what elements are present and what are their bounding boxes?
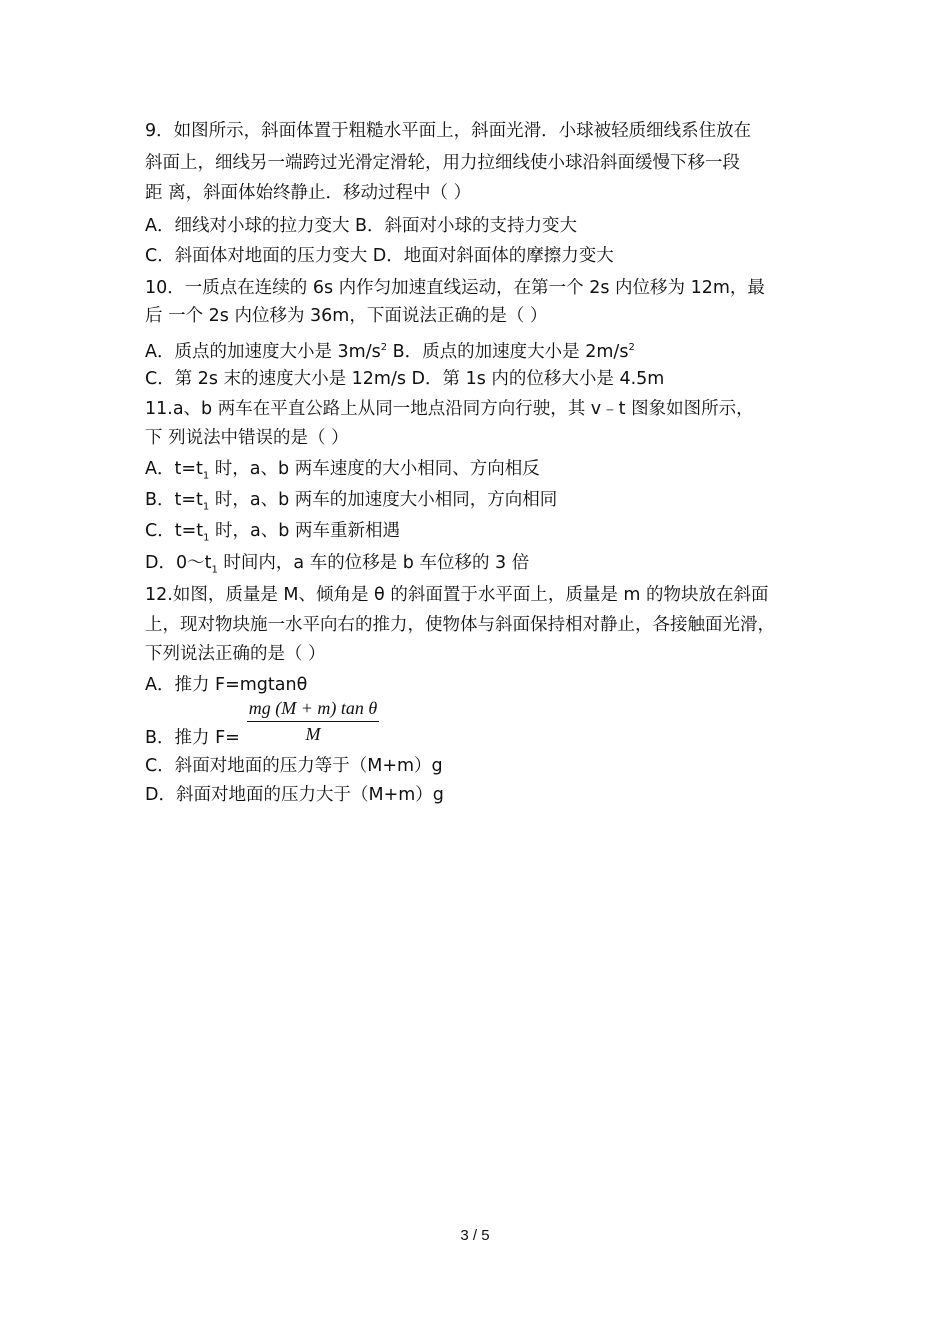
- option-b-text: 时，a、b 两车的加速度大小相同，方向相同: [209, 490, 558, 510]
- fraction-denominator: M: [305, 724, 321, 744]
- question-11-option-b: [145, 489, 557, 519]
- option-c-subscript: 1: [203, 532, 210, 544]
- option-d-text: 时间内，a 车的位移是 b 车位移的 3 倍: [217, 553, 530, 573]
- question-10-options-ab: [145, 337, 635, 363]
- option-a-exponent: 2: [380, 342, 388, 353]
- option-a-text: 时，a、b 两车速度的大小相同、方向相反: [209, 459, 540, 479]
- option-a-subscript: 1: [202, 470, 210, 482]
- question-12-line-3: 下列说法正确的是（ ）: [145, 644, 326, 664]
- question-10-options-cd: C．第 2s 末的速度大小是 12m/s D．第 1s 内的位移大小是 4.5m: [145, 369, 665, 389]
- option-a-prefix: A．t=t: [145, 459, 203, 479]
- question-12-option-c: C．斜面对地面的压力等于（M+m）g: [145, 756, 443, 776]
- question-11-line-2: 下 列说法中错误的是（ ）: [145, 428, 349, 448]
- option-b-exponent: 2: [628, 342, 635, 353]
- option-c-prefix: C．t=t: [145, 521, 204, 541]
- question-11-option-a: [145, 458, 540, 488]
- question-12-option-d: D．斜面对地面的压力大于（M+m）g: [145, 785, 444, 805]
- question-9-line-2: 斜面上，细线另一端跨过光滑定滑轮，用力拉细线使小球沿斜面缓慢下移一段: [145, 153, 740, 173]
- option-b-prefix: B．t=t: [145, 490, 203, 510]
- option-b-text: B．质点的加速度大小是 2m/s: [387, 341, 629, 362]
- question-9-line-3: 距 离，斜面体始终静止．移动过程中（ ）: [145, 183, 472, 203]
- question-12-option-a: A．推力 F=mgtanθ: [145, 675, 308, 695]
- question-12-line-1: 12.如图，质量是 M、倾角是 θ 的斜面置于水平面上，质量是 m 的物块放在斜面: [145, 585, 769, 605]
- question-9-options-cd: C．斜面体对地面的压力变大 D．地面对斜面体的摩擦力变大: [145, 246, 614, 266]
- question-10-line-2: 后 一个 2s 内位移为 36m，下面说法正确的是（ ）: [145, 306, 548, 326]
- option-a-text: A．质点的加速度大小是 3m/s: [145, 341, 381, 362]
- question-11-line-1: 11.a、b 两车在平直公路上从同一地点沿同方向行驶，其 v﹣t 图象如图所示，: [145, 399, 754, 419]
- question-9-options-ab: A．细线对小球的拉力变大 B．斜面对小球的支持力变大: [145, 216, 578, 236]
- fraction-numerator: mg (M + m) tan θ: [247, 697, 379, 722]
- question-9-line-1: 9．如图所示，斜面体置于粗糙水平面上，斜面光滑．小球被轻质细线系住放在: [145, 121, 752, 141]
- option-c-text: 时，a、b 两车重新相遇: [209, 521, 400, 541]
- question-12-line-2: 上，现对物块施一水平向右的推力，使物体与斜面保持相对静止，各接触面光滑，: [145, 615, 775, 635]
- question-11-option-c: [145, 520, 400, 550]
- question-10-line-1: 10．一质点在连续的 6s 内作匀加速直线运动，在第一个 2s 内位移为 12m，最: [145, 278, 765, 298]
- option-d-subscript: 1: [211, 564, 218, 576]
- option-d-prefix: D．0～t: [145, 553, 212, 573]
- page-number: 3 / 5: [460, 1227, 490, 1244]
- question-11-option-d: [145, 552, 529, 582]
- option-b-fraction: [247, 697, 379, 746]
- option-b-subscript: 1: [202, 501, 210, 513]
- question-12-option-b: B．推力 F=: [145, 728, 240, 748]
